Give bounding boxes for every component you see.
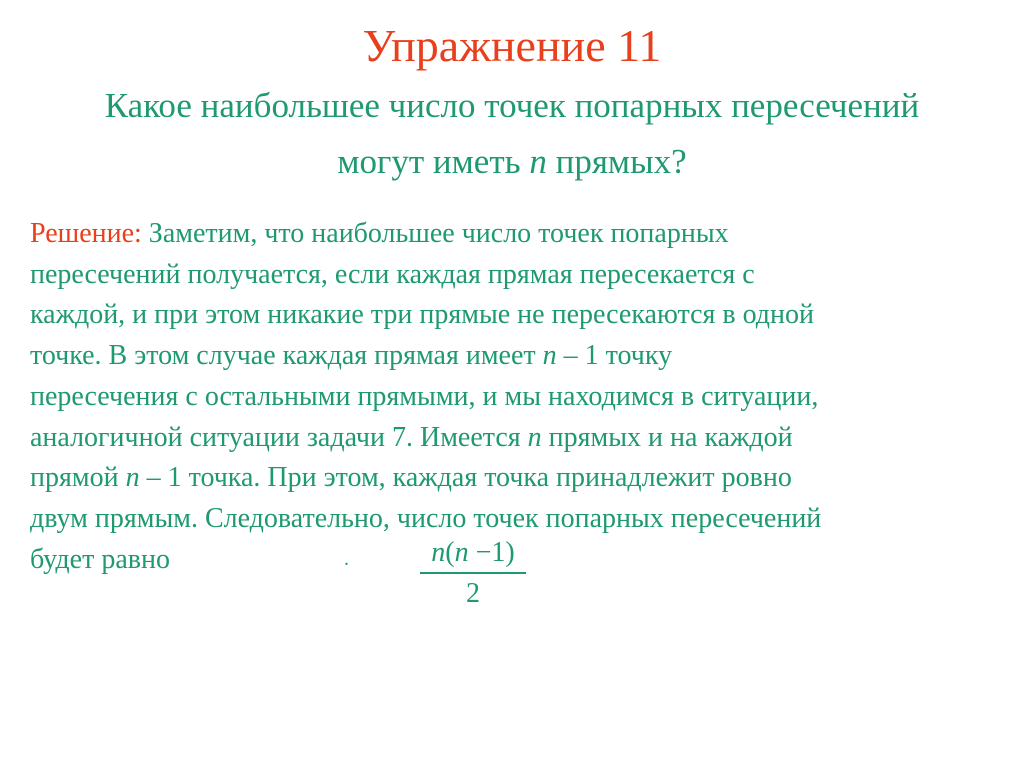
question-line-2-end: прямых? <box>546 142 687 181</box>
variable-n: n <box>542 340 557 372</box>
solution-line-5: пересечения с остальными прямыми, и мы находимся в ситуации, <box>30 380 819 412</box>
solution-line-7-start: прямой <box>30 462 126 494</box>
question-text <box>0 78 1024 190</box>
solution-line-4 <box>30 336 998 377</box>
solution-line-8: двум прямым. Следовательно, число точек попарных пересечений <box>30 502 822 534</box>
formula-fraction <box>420 536 526 614</box>
solution-line-6-end: прямых и на каждой <box>541 421 793 453</box>
variable-n: n <box>527 421 542 453</box>
fraction-numerator <box>420 536 526 572</box>
solution-line-6-start: аналогичной ситуации задачи 7. Имеется <box>30 421 528 453</box>
variable-n: n <box>125 462 140 494</box>
solution-line-4-end: – 1 точку <box>556 340 673 372</box>
solution-text <box>30 214 998 580</box>
slide-title: Упражнение 11 <box>362 20 662 71</box>
formula-period: . <box>344 548 349 570</box>
variable-n: n <box>431 537 446 568</box>
numerator-rest: −1) <box>468 537 515 568</box>
solution-line-7-end: – 1 точка. При этом, каждая точка принадлежит ровно <box>139 462 792 494</box>
solution-line-1-text: Заметим, что наибольшее число точек попарных <box>141 218 729 249</box>
solution-line-3: каждой, и при этом никакие три прямые не пересекаются в одной <box>30 299 814 331</box>
question-line-2-start: могут иметь <box>337 142 530 181</box>
solution-line-7 <box>30 458 998 499</box>
solution-line-4-start: точке. В этом случае каждая прямая имеет <box>30 340 543 372</box>
question-line-1: Какое наибольшее число точек попарных пересечений <box>104 86 920 125</box>
solution-line-9: будет равно <box>30 543 170 575</box>
solution-line-2: пересечений получается, если каждая прямая пересекается с <box>30 258 755 290</box>
paren-open: ( <box>445 537 455 568</box>
fraction-denominator: 2 <box>466 578 480 609</box>
solution-label: Решение: <box>30 218 142 249</box>
variable-n: n <box>454 537 469 568</box>
solution-line-1 <box>30 214 998 255</box>
question-line-2 <box>0 134 1024 190</box>
variable-n: n <box>529 142 547 181</box>
solution-line-6 <box>30 418 998 459</box>
